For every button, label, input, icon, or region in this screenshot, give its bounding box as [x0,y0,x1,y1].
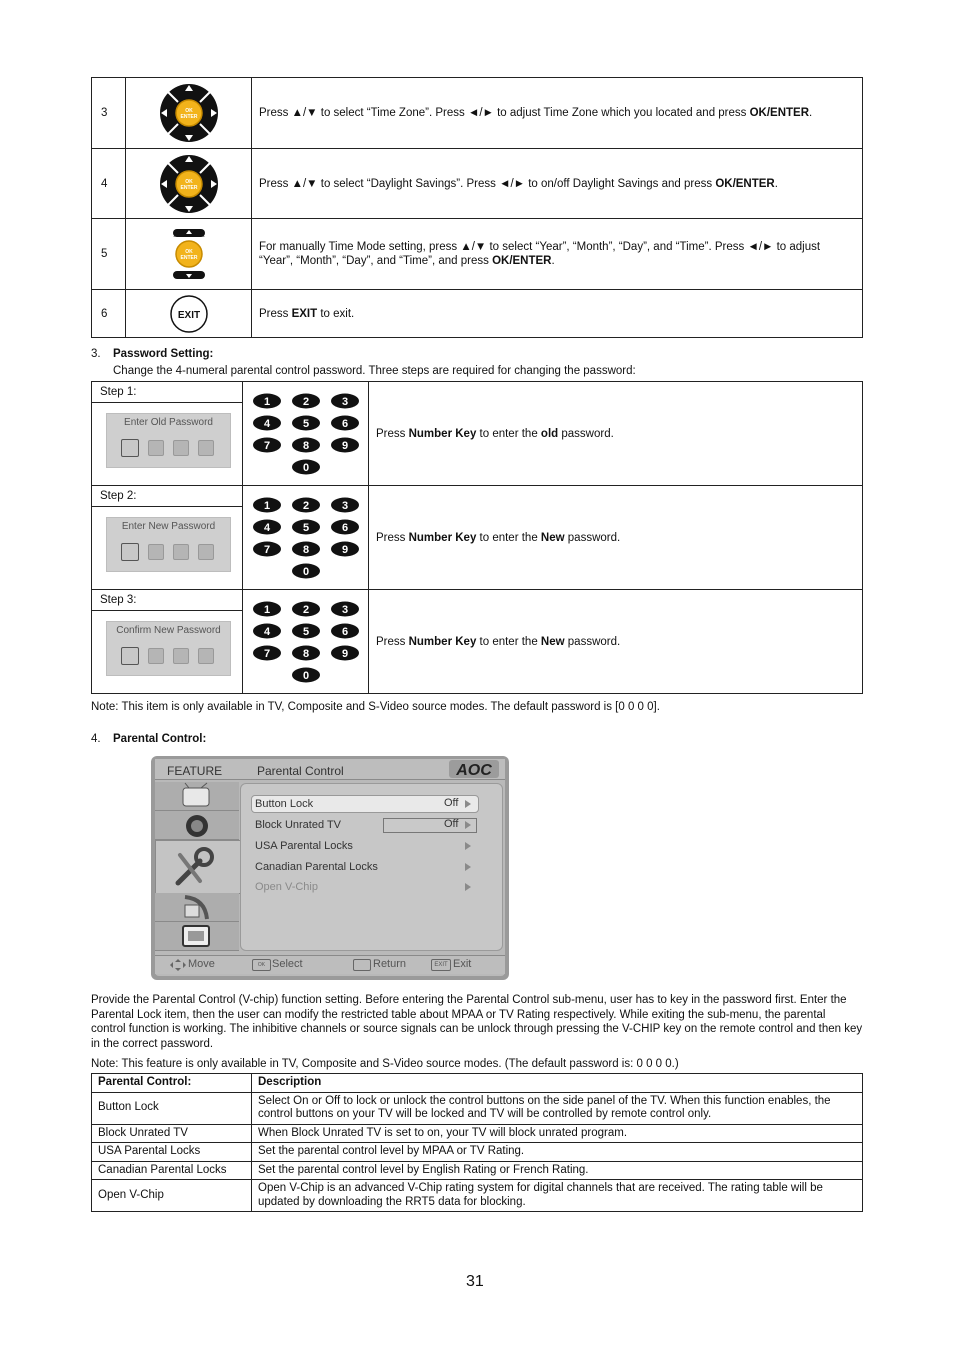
number-key-5 [292,519,320,534]
password-box-title: Confirm New Password [116,625,221,636]
svg-text:3: 3 [341,603,348,616]
svg-text:3: 3 [341,499,348,512]
password-box [106,517,231,572]
parental-note: Note: This feature is only available in TV, Composite and S-Video source modes. (The default password is: 0 0 0 0.) [91,1058,679,1070]
picture-tab-icon[interactable] [155,782,239,811]
digit-slot [173,440,189,456]
svg-text:AOC: AOC [456,762,492,778]
password-note: Note: This item is only available in TV, Composite and S-Video source modes. The default password is [0 0 0 0]. [91,701,660,713]
keypad-svg [251,600,361,684]
table-cell: Canadian Parental Locks [92,1161,252,1180]
exit-button-icon [126,290,252,338]
menu-item-open-v-chip[interactable]: Open V-Chip [255,881,318,893]
table-cell: Block Unrated TV [92,1124,252,1143]
number-key-2 [292,393,320,408]
number-key-6 [331,415,359,430]
number-key-2 [292,497,320,512]
digit-slot [121,439,139,457]
svg-text:OK: OK [184,178,193,185]
svg-text:6: 6 [341,625,348,638]
number-key-1 [253,497,281,512]
step-cell [92,382,243,486]
password-box-title: Enter New Password [121,521,216,532]
page-number: 31 [466,1273,484,1290]
password-box [106,621,231,676]
arrow-right-icon [465,800,471,808]
digit-slot [173,544,189,560]
svg-text:8: 8 [302,439,309,452]
step-number: 3 [92,78,126,149]
table-row [92,486,863,590]
step-number: 6 [92,290,126,338]
aoc-logo [449,760,499,778]
number-key-3 [331,497,359,512]
exit-key-icon: EXIT [431,959,451,971]
svg-text:1: 1 [263,499,270,512]
number-key-8 [292,541,320,556]
svg-text:ENTER: ENTER [180,255,197,261]
number-key-7 [253,541,281,556]
return-key-icon [353,959,371,971]
svg-text:4: 4 [263,417,270,430]
svg-text:9: 9 [341,647,348,660]
number-key-0 [292,667,320,682]
table-row [92,1143,863,1162]
svg-text:0: 0 [302,669,309,682]
svg-text:6: 6 [341,521,348,534]
step-number: 4 [92,149,126,219]
table-header-row [92,1074,863,1093]
osd-title: Parental Control [257,764,344,778]
number-key-6 [331,519,359,534]
keypad-svg [251,496,361,580]
svg-text:8: 8 [302,543,309,556]
svg-text:3: 3 [341,395,348,408]
svg-text:1: 1 [263,395,270,408]
return-label: Return [373,958,407,970]
number-key-1 [253,393,281,408]
password-intro: Change the 4-numeral parental control password. Three steps are required for changing the password: [113,365,636,377]
step-instruction: For manually Time Mode setting, press ▲/▼ to select “Year”, “Month”, “Day”, and “Time”. Press ◄/► to adjust “Year”, “Month”, “Day”, and “Time”, and press OK/ENTER. [252,219,863,290]
table-row [92,590,863,694]
number-key-7 [253,437,281,452]
password-steps-table [91,381,863,694]
digit-slot [198,648,214,664]
table-row [92,1180,863,1212]
password-box-title: Enter Old Password [124,417,213,428]
number-key-3 [331,393,359,408]
step-instruction: Press Number Key to enter the old password. [369,382,863,486]
svg-text:6: 6 [341,417,348,430]
svg-text:0: 0 [302,565,309,578]
svg-text:ENTER: ENTER [180,184,197,191]
number-keypad-icon [243,590,369,694]
svg-text:0: 0 [302,461,309,474]
feature-tab-icon[interactable] [155,840,241,894]
table-row [92,290,863,338]
block-unrated-value: Off [444,818,459,830]
menu-item-block-unrated-tv[interactable]: Block Unrated TV [255,819,342,831]
section-title: Password Setting: [113,348,214,360]
updown-ok-enter-icon [126,219,252,290]
svg-text:7: 7 [263,543,270,556]
source-tab-icon[interactable] [155,922,239,951]
table-cell: Select On or Off to lock or unlock the control buttons on the side panel of the TV. When this function enables, the control buttons on your TV will be locked and TV will be controlled by remote control only. [252,1092,863,1124]
table-row [92,1161,863,1180]
value-field [383,818,477,833]
osd-footer [155,955,505,974]
parental-control-osd [151,756,509,980]
step-cell [92,590,243,694]
menu-item-button-lock[interactable]: Button Lock [255,798,314,810]
number-key-8 [292,645,320,660]
step-instruction: Press Number Key to enter the New password. [369,486,863,590]
arrow-right-icon [465,883,471,891]
table-cell: Open V-Chip is an advanced V-Chip rating system for digital channels that are received. The rating table will be updated by downloading the RRT5 data for blocking. [252,1180,863,1212]
number-key-3 [331,601,359,616]
number-key-4 [253,519,281,534]
svg-text:OK: OK [184,249,193,255]
password-box [106,413,231,468]
number-key-4 [253,623,281,638]
parental-section-heading [91,733,206,745]
arrow-right-icon [465,842,471,850]
table-row [92,382,863,486]
svg-text:ENTER: ENTER [180,114,197,120]
svg-text:7: 7 [263,439,270,452]
table-row [92,149,863,219]
number-keypad-icon [243,382,369,486]
table-row [92,1124,863,1143]
table-cell: Button Lock [92,1092,252,1124]
move-label: Move [188,958,215,970]
svg-text:OK: OK [184,108,193,114]
digit-slot [198,440,214,456]
digit-slot [148,440,164,456]
table-cell: USA Parental Locks [92,1143,252,1162]
svg-text:1: 1 [263,603,270,616]
osd-menu-panel [240,783,503,951]
time-steps-table [91,77,863,338]
section-number: 4. [91,733,101,745]
svg-text:2: 2 [302,603,309,616]
digit-slot [121,543,139,561]
number-key-4 [253,415,281,430]
dpad-ok-enter-icon [126,149,252,219]
audio-tab-icon[interactable] [155,811,239,840]
step-instruction: Press EXIT to exit. [252,290,863,338]
parental-description: Provide the Parental Control (V-chip) function setting. Before entering the Parental Control sub-menu, user has to key in the password first. Enter the Parental Lock item, then the user can modify the restricted table about MPAA or TV Rating respectively. While exiting the sub-menu, the parental control function is working. The inhibitive channels or source signals can be unlock through pressing the V-CHIP key on the remote control and then key in the correct password. [91,994,863,1050]
svg-text:9: 9 [341,543,348,556]
digit-slot [148,544,164,560]
dpad-ok-enter-icon [126,78,252,149]
step-cell [92,486,243,590]
arrow-right-icon [465,863,471,871]
svg-text:8: 8 [302,647,309,660]
arrow-right-icon [465,821,471,829]
table-row [92,1092,863,1124]
table-row [92,219,863,290]
step-instruction: Press ▲/▼ to select “Time Zone”. Press ◄/► to adjust Time Zone which you located and press OK/ENTER. [252,78,863,149]
table-cell: Open V-Chip [92,1180,252,1212]
digit-slot [173,648,189,664]
svg-text:2: 2 [302,499,309,512]
ok-key-icon: OK [252,959,271,971]
number-key-6 [331,623,359,638]
number-keypad-icon [243,486,369,590]
osd-header [155,759,505,780]
button-lock-value: Off [444,797,459,809]
step-number: 5 [92,219,126,290]
svg-text:5: 5 [302,625,309,638]
digit-slot [121,647,139,665]
channel-tab-icon[interactable] [155,893,239,922]
table-cell: Set the parental control level by English Rating or French Rating. [252,1161,863,1180]
section-number: 3. [91,348,101,360]
parental-control-table [91,1073,863,1212]
number-key-8 [292,437,320,452]
exit-label: Exit [453,958,472,970]
step-label: Step 3: [92,590,242,611]
digit-slot [198,544,214,560]
number-key-9 [331,437,359,452]
osd-feature-label: FEATURE [167,764,223,778]
number-key-5 [292,415,320,430]
svg-text:4: 4 [263,625,270,638]
digit-slot [148,648,164,664]
table-row [92,78,863,149]
svg-text:5: 5 [302,417,309,430]
menu-item-canadian-parental-locks[interactable]: Canadian Parental Locks [255,861,378,873]
section-title: Parental Control: [113,733,207,745]
number-key-0 [292,459,320,474]
svg-text:2: 2 [302,395,309,408]
password-section-heading [91,348,213,360]
table-cell: Set the parental control level by MPAA or TV Rating. [252,1143,863,1162]
svg-text:9: 9 [341,439,348,452]
svg-text:7: 7 [263,647,270,660]
number-key-9 [331,645,359,660]
table-header: Description [252,1074,863,1093]
svg-text:EXIT: EXIT [177,309,200,321]
step-instruction: Press ▲/▼ to select “Daylight Savings”. Press ◄/► to on/off Daylight Savings and press OK/ENTER. [252,149,863,219]
osd-sidebar [155,782,239,952]
menu-item-usa-parental-locks[interactable]: USA Parental Locks [255,840,353,852]
svg-text:4: 4 [263,521,270,534]
keypad-svg [251,392,361,476]
number-key-5 [292,623,320,638]
step-label: Step 2: [92,486,242,507]
step-instruction: Press Number Key to enter the New password. [369,590,863,694]
number-key-1 [253,601,281,616]
move-icon [169,958,187,975]
number-key-2 [292,601,320,616]
table-header: Parental Control: [92,1074,252,1093]
number-key-0 [292,563,320,578]
svg-text:5: 5 [302,521,309,534]
number-key-9 [331,541,359,556]
number-key-7 [253,645,281,660]
select-label: Select [272,958,303,970]
step-label: Step 1: [92,382,242,403]
table-cell: When Block Unrated TV is set to on, your TV will block unrated program. [252,1124,863,1143]
